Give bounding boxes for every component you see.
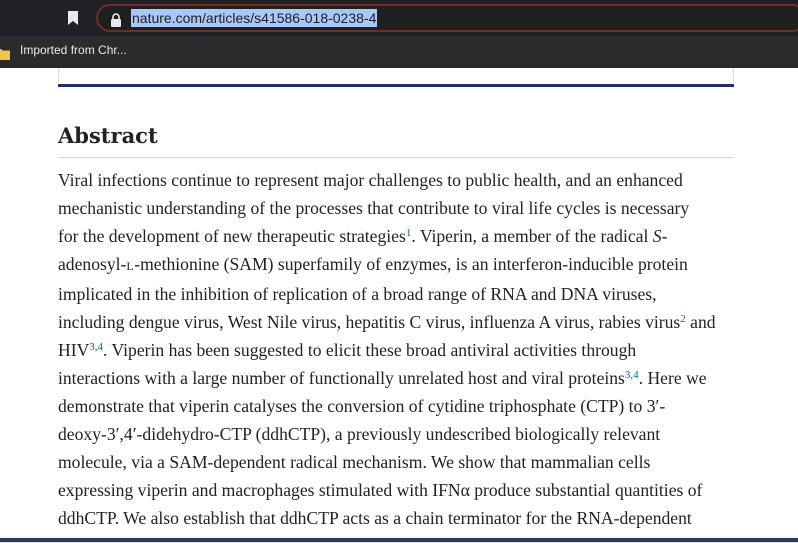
abstract-line: demonstrate that viperin catalyses the conversion of cytidine triphosphate (CTP) to 3′- [58, 396, 666, 416]
abstract-line: molecule, via a SAM-dependent radical mechanism. We show that mammalian cells [58, 452, 651, 472]
abstract-heading: Abstract [58, 123, 158, 148]
abstract-line: Viral infections continue to represent major challenges to public health, and an enhanced [58, 170, 683, 190]
citation-link[interactable]: 3,4 [89, 341, 104, 353]
abstract-line: implicated in the inhibition of replication of a broad range of RNA and DNA viruses, [58, 284, 657, 304]
abstract-line: adenosyl-L-methionine (SAM) superfamily of enzymes, is an interferon-inducible protein [58, 254, 688, 274]
bookmark-icon[interactable] [64, 9, 82, 27]
section-divider [58, 84, 734, 87]
citation-link[interactable]: 1 [405, 227, 412, 239]
address-bar[interactable] [96, 4, 798, 32]
abstract-line: including dengue virus, West Nile virus, hepatitis C virus, influenza A virus, rabies virus$^2$ and [58, 312, 716, 332]
abstract-line: for the development of new therapeutic strategies$^1$. Viperin, a member of the radical S- [58, 226, 668, 246]
bookmarks-bar [0, 36, 798, 68]
abstract-line: expressing viperin and macrophages stimulated with IFNα produce substantial quantities of [58, 480, 703, 500]
url-text[interactable]: nature.com/articles/s41586-018-0238-4 [132, 10, 377, 26]
citation-link[interactable]: 2 [680, 313, 686, 325]
abstract-line: HIV$^{3,4}$. Viperin has been suggested to elicit these broad antiviral activities through [58, 340, 637, 360]
citation-link[interactable]: 3,4 [624, 369, 639, 381]
article-page [0, 68, 798, 542]
bottom-bar [0, 538, 798, 542]
abstract-line: interactions with a large number of functionally unrelated host and viral proteins$^{3,4}$. Here we [58, 368, 707, 388]
abstract-line: mechanistic understanding of the processes that contribute to viral life cycles is necessary [58, 198, 690, 218]
bookmark-folder-imported[interactable]: Imported from Chr... [20, 43, 127, 57]
lock-icon[interactable] [110, 12, 122, 26]
abstract-text [58, 166, 738, 532]
heading-rule [58, 157, 734, 158]
browser-toolbar [0, 0, 798, 36]
abstract-line: deoxy-3′,4′-didehydro-CTP (ddhCTP), a previously undescribed biologically relevant [58, 424, 661, 444]
previous-section-box [58, 68, 734, 82]
abstract-line: ddhCTP. We also establish that ddhCTP acts as a chain terminator for the RNA-dependent [58, 508, 692, 528]
folder-icon [0, 45, 10, 57]
